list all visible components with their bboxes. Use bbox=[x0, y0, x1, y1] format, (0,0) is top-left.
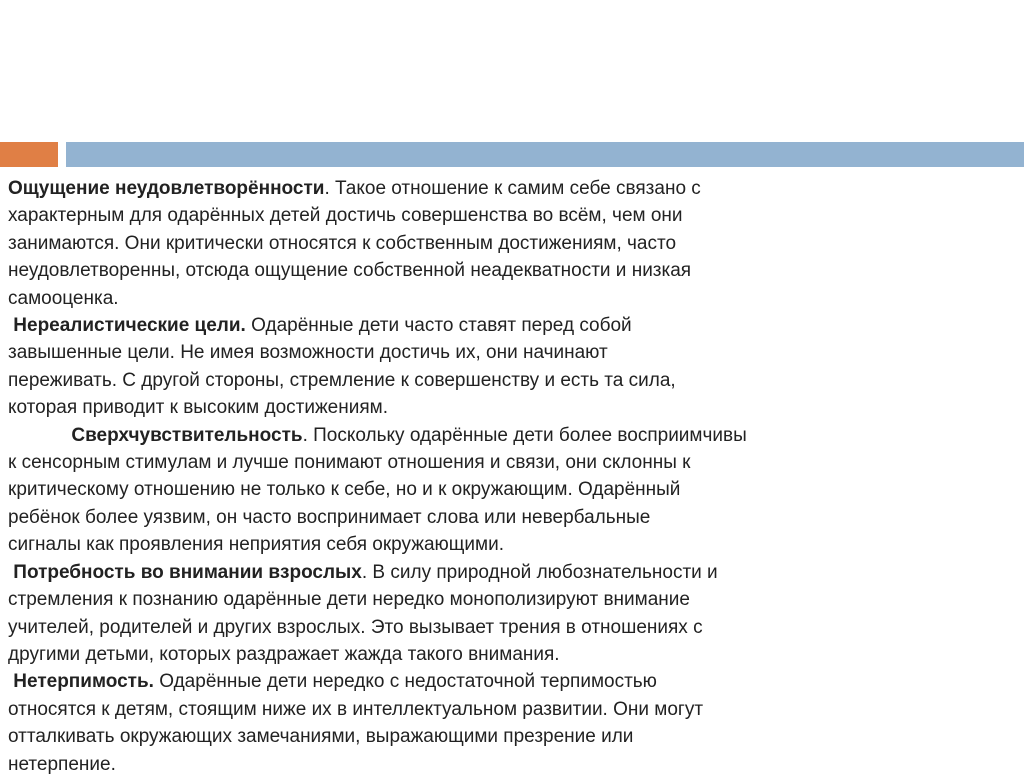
text-segment: занимаются. Они критически относятся к собственным достижениям, часто bbox=[8, 232, 677, 254]
text-line bbox=[8, 285, 1018, 312]
text-line bbox=[8, 641, 1018, 668]
text-line bbox=[8, 614, 1018, 641]
text-segment: неудовлетворенны, отсюда ощущение собственной неадекватности и низкая bbox=[8, 260, 692, 282]
slide-body-text bbox=[8, 175, 1018, 778]
text-segment: Одарённые дети часто ставят перед собой bbox=[245, 315, 632, 337]
text-line bbox=[8, 175, 1018, 202]
paragraph bbox=[8, 175, 1018, 312]
paragraph bbox=[8, 559, 1018, 669]
text-segment: характерным для одарённых детей достичь совершенства во всём, чем они bbox=[8, 205, 683, 227]
text-line bbox=[8, 367, 1018, 394]
text-segment: переживать. С другой стороны, стремление к совершенству и есть та сила, bbox=[8, 369, 676, 391]
text-segment: отталкивать окружающих замечаниями, выражающими презрение или bbox=[8, 726, 634, 748]
accent-bar-orange bbox=[0, 142, 58, 167]
text-segment: относятся к детям, стоящим ниже их в интеллектуальном развитии. Они могут bbox=[8, 698, 704, 720]
text-line bbox=[8, 202, 1018, 229]
text-line bbox=[8, 723, 1018, 750]
text-segment: критическому отношению не только к себе, но и к окружающим. Одарённый bbox=[8, 479, 681, 501]
text-line bbox=[8, 531, 1018, 558]
paragraph bbox=[8, 668, 1018, 778]
text-segment: нетерпение. bbox=[8, 753, 116, 775]
text-line bbox=[8, 559, 1018, 586]
paragraph bbox=[8, 422, 1018, 559]
text-line bbox=[8, 751, 1018, 778]
text-segment: Одарённые дети нередко с недостаточной терпимостью bbox=[153, 671, 657, 693]
text-line bbox=[8, 422, 1018, 449]
text-segment: . В силу природной любознательности и bbox=[361, 561, 718, 583]
text-line bbox=[8, 449, 1018, 476]
paragraph-heading: Сверхчувствительность bbox=[71, 424, 303, 446]
text-segment: завышенные цели. Не имея возможности достичь их, они начинают bbox=[8, 342, 608, 364]
text-segment: стремления к познанию одарённые дети нередко монополизируют внимание bbox=[8, 589, 690, 611]
text-segment: ребёнок более уязвим, он часто воспринимает слова или невербальные bbox=[8, 506, 651, 528]
text-segment: сигналы как проявления неприятия себя окружающими. bbox=[8, 534, 504, 556]
text-line bbox=[8, 586, 1018, 613]
text-line bbox=[8, 394, 1018, 421]
paragraph bbox=[8, 312, 1018, 422]
text-segment: которая приводит к высоким достижениям. bbox=[8, 397, 388, 419]
text-segment: . Такое отношение к самим себе связано с bbox=[324, 178, 701, 199]
text-line bbox=[8, 476, 1018, 503]
text-segment: учителей, родителей и других взрослых. Это вызывает трения в отношениях с bbox=[8, 616, 703, 638]
text-segment: другими детьми, которых раздражает жажда такого внимания. bbox=[8, 643, 560, 665]
paragraph-heading: Потребность во внимании взрослых bbox=[13, 561, 362, 583]
paragraph-heading: Нетерпимость. bbox=[13, 671, 154, 693]
text-line bbox=[8, 504, 1018, 531]
accent-bar-blue bbox=[66, 142, 1024, 167]
text-segment: к сенсорным стимулам и лучше понимают отношения и связи, они склонны к bbox=[8, 452, 691, 474]
text-line bbox=[8, 339, 1018, 366]
text-segment bbox=[8, 425, 71, 446]
paragraph-heading: Ощущение неудовлетворённости bbox=[8, 178, 325, 199]
text-line bbox=[8, 696, 1018, 723]
text-line bbox=[8, 230, 1018, 257]
text-line bbox=[8, 668, 1018, 695]
text-line bbox=[8, 257, 1018, 284]
text-segment: . Поскольку одарённые дети более восприимчивы bbox=[302, 424, 747, 446]
paragraph-heading: Нереалистические цели. bbox=[13, 315, 246, 337]
text-line bbox=[8, 312, 1018, 339]
text-segment: самооценка. bbox=[8, 287, 119, 309]
